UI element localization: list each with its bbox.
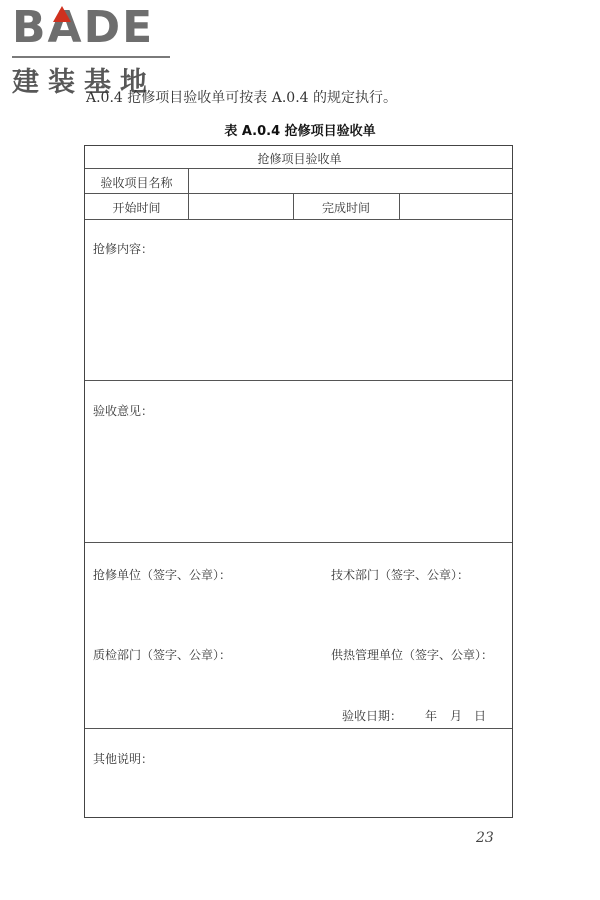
tech-dept-signature-label: 技术部门（签字、公章）：	[331, 568, 470, 582]
column-divider	[188, 168, 189, 220]
date-month: 月	[450, 709, 463, 723]
intro-text: A.0.4 抢修项目验收单可按表 A.0.4 的规定执行。	[86, 90, 397, 106]
other-notes-label: 其他说明：	[93, 752, 154, 766]
row-divider	[85, 219, 512, 220]
heat-supply-unit-signature-label: 供热管理单位（签字、公章）：	[331, 648, 494, 662]
section-divider	[85, 728, 512, 729]
publisher-logo	[12, 2, 172, 98]
project-name-label: 验收项目名称	[100, 176, 173, 190]
column-divider	[399, 193, 400, 220]
form-title: 抢修项目验收单	[257, 152, 342, 166]
date-day: 日	[474, 709, 487, 723]
logo-latin-text: BADE	[12, 2, 155, 53]
qc-dept-signature-label: 质检部门（签字、公章）：	[93, 648, 232, 662]
table-caption: 表 A.0.4 抢修项目验收单	[224, 124, 376, 139]
end-time-label: 完成时间	[321, 201, 370, 215]
date-year: 年	[425, 709, 438, 723]
acceptance-form	[84, 145, 513, 818]
page-number: 23	[476, 830, 494, 846]
logo-rule	[12, 56, 170, 58]
section-divider	[85, 380, 512, 381]
logo-chinese-text: 建装基地	[12, 67, 156, 98]
acceptance-opinion-label: 验收意见：	[93, 404, 154, 418]
section-divider	[85, 542, 512, 543]
repair-unit-signature-label: 抢修单位（签字、公章）：	[93, 568, 232, 582]
start-time-label: 开始时间	[112, 201, 161, 215]
repair-content-label: 抢修内容：	[93, 242, 154, 256]
row-divider	[85, 193, 512, 194]
row-divider	[85, 168, 512, 169]
acceptance-date-label: 验收日期：	[342, 709, 403, 723]
logo-accent-triangle	[53, 6, 71, 22]
